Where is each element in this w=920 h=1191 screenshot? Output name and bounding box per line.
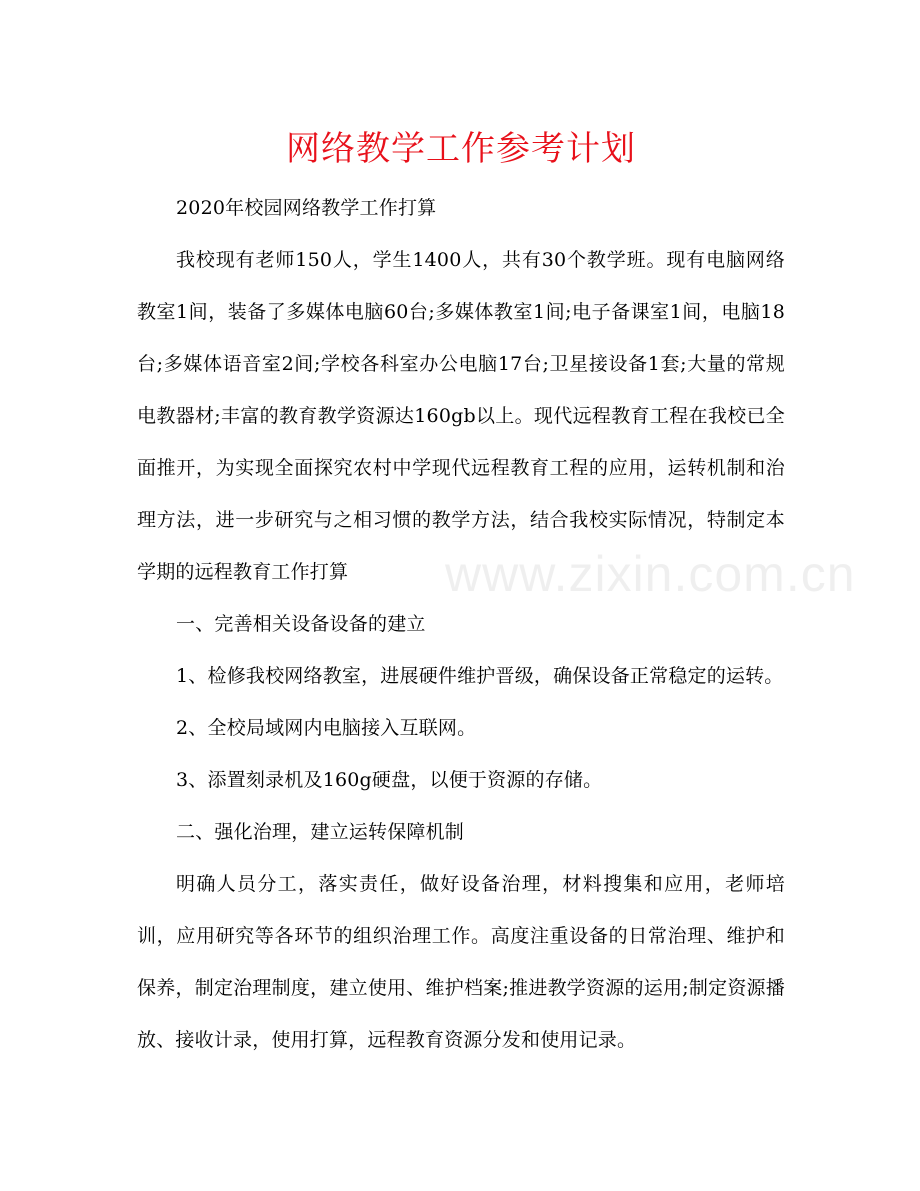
paragraph-management: 明确人员分工，落实责任，做好设备治理，材料搜集和应用，老师培训，应用研究等各环节的组织治理工作。高度注重设备的日常治理、维护和保养，制定治理制度，建立使用、维护档案;推进教学资源的运用;制定资源播放、接收计录，使用打算，远程教育资源分发和使用记录。 [137,873,785,1051]
paragraph-item-3: 3、添置刻录机及160g硬盘，以便于资源的存储。 [176,769,603,791]
watermark-text: www.zixin.com.cn [445,546,856,602]
paragraph-plan-heading: 2020年校园网络教学工作打算 [176,197,437,219]
document-title: 网络教学工作参考计划 [286,129,636,169]
paragraph-item-2: 2、全校局域网内电脑接入互联网。 [176,717,477,739]
paragraph-school-overview: 我校现有老师150人，学生1400人，共有30个教学班。现有电脑网络教室1间，装备了多媒体电脑60台;多媒体教室1间;电子备课室1间，电脑18台;多媒体语音室2间;学校各科室办公电脑17台;卫星接设备1套;大量的常规电教器材;丰富的教育教学资源达160gb以上。现代远程教育工程在我校已全面推开，为实现全面探究农村中学现代远程教育工程的应用，运转机制和治理方法，进一步研究与之相习惯的教学方法，结合我校实际情况，特制定本学期的远程教育工作打算 [137,249,785,583]
paragraph-section-two-heading: 二、强化治理，建立运转保障机制 [176,821,465,843]
paragraph-section-one-heading: 一、完善相关设备设备的建立 [176,613,426,635]
paragraph-item-1: 1、检修我校网络教室，进展硬件维护晋级，确保设备正常稳定的运转。 [176,665,784,687]
